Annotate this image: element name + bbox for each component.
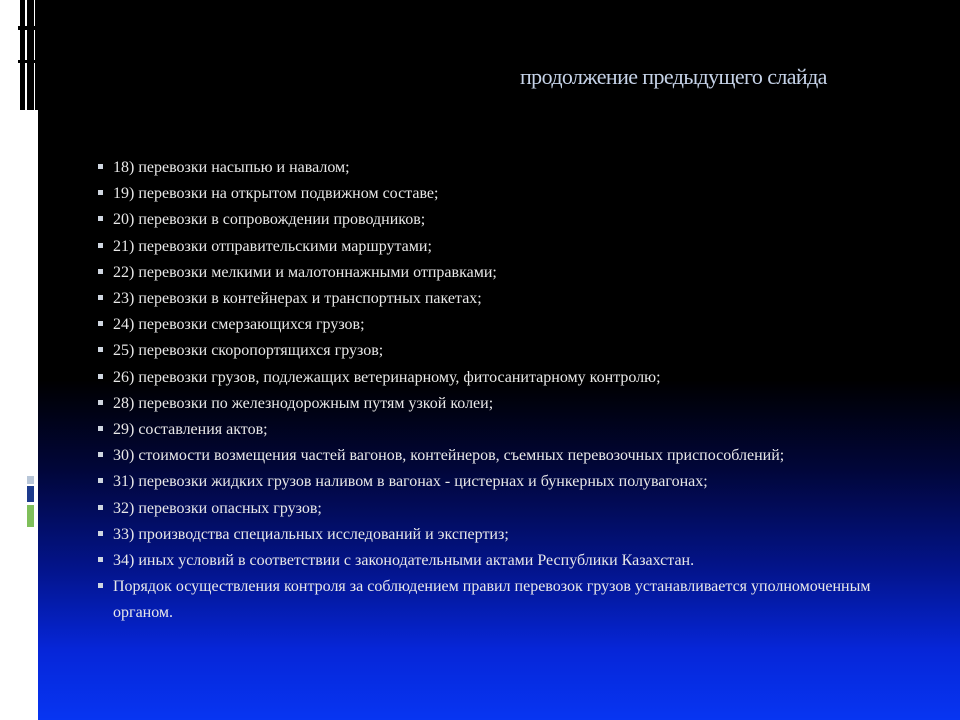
square-bullet-icon	[98, 374, 103, 379]
list-item-text: 20) перевозки в сопровождении проводников;	[113, 211, 426, 229]
slide-left-decoration	[0, 0, 38, 720]
list-item	[98, 155, 918, 181]
list-item	[98, 181, 918, 207]
square-bullet-icon	[98, 321, 103, 326]
decor-bar	[27, 0, 34, 110]
square-bullet-icon	[98, 452, 103, 457]
square-bullet-icon	[98, 583, 103, 588]
square-bullet-icon	[98, 347, 103, 352]
square-bullet-icon	[98, 478, 103, 483]
list-item	[98, 443, 918, 469]
list-item	[98, 548, 918, 574]
list-item-text: 25) перевозки скоропортящихся грузов;	[113, 342, 384, 360]
list-item	[98, 522, 918, 548]
list-item	[98, 260, 918, 286]
bullet-list	[98, 155, 918, 627]
list-item-text: 21) перевозки отправительскими маршрутами;	[113, 237, 432, 255]
square-bullet-icon	[98, 190, 103, 195]
square-bullet-icon	[98, 531, 103, 536]
list-item-text: 22) перевозки мелкими и малотоннажными отправками;	[113, 263, 497, 281]
list-item-text: 24) перевозки смерзающихся грузов;	[113, 316, 365, 334]
decor-accent	[27, 505, 34, 527]
list-item	[98, 417, 918, 443]
square-bullet-icon	[98, 216, 103, 221]
square-bullet-icon	[98, 164, 103, 169]
square-bullet-icon	[98, 243, 103, 248]
list-item	[98, 312, 918, 338]
decor-bar	[20, 0, 25, 110]
list-item-text: 28) перевозки по железнодорожным путям узкой колеи;	[113, 394, 494, 412]
square-bullet-icon	[98, 426, 103, 431]
list-item	[98, 338, 918, 364]
list-item-text: 32) перевозки опасных грузов;	[113, 499, 322, 517]
square-bullet-icon	[98, 295, 103, 300]
list-item	[98, 365, 918, 391]
list-item-text: 29) составления актов;	[113, 421, 268, 439]
decor-accent	[27, 476, 34, 484]
list-item-text: 34) иных условий в соответствии с законодательными актами Республики Казахстан.	[113, 552, 695, 570]
square-bullet-icon	[98, 269, 103, 274]
list-item-text: 26) перевозки грузов, подлежащих ветеринарному, фитосанитарному контролю;	[113, 368, 661, 386]
decor-accent	[27, 486, 34, 502]
square-bullet-icon	[98, 400, 103, 405]
list-item-text: Порядок осуществления контроля за соблюдением правил перевозок грузов устанавливается уполномоченным органом.	[113, 578, 871, 622]
list-item	[98, 496, 918, 522]
list-item-text: 19) перевозки на открытом подвижном составе;	[113, 185, 439, 203]
list-item	[98, 234, 918, 260]
list-item-text: 23) перевозки в контейнерах и транспортных пакетах;	[113, 290, 482, 308]
list-item	[98, 286, 918, 312]
decor-bar	[18, 60, 38, 63]
list-item	[98, 469, 918, 495]
slide-title: продолжение предыдущего слайда	[520, 64, 827, 89]
list-item-text: 31) перевозки жидких грузов наливом в вагонах - цистернах и бункерных полувагонах;	[113, 473, 708, 491]
list-item	[98, 391, 918, 417]
list-item	[98, 574, 918, 626]
decor-bar	[18, 26, 38, 30]
square-bullet-icon	[98, 557, 103, 562]
list-item-text: 33) производства специальных исследований и экспертиз;	[113, 525, 509, 543]
list-item-text: 30) стоимости возмещения частей вагонов, контейнеров, съемных перевозочных приспособлений;	[113, 447, 785, 465]
list-item-text: 18) перевозки насыпью и навалом;	[113, 159, 350, 176]
list-item	[98, 207, 918, 233]
decor-bar	[35, 0, 38, 110]
square-bullet-icon	[98, 505, 103, 510]
